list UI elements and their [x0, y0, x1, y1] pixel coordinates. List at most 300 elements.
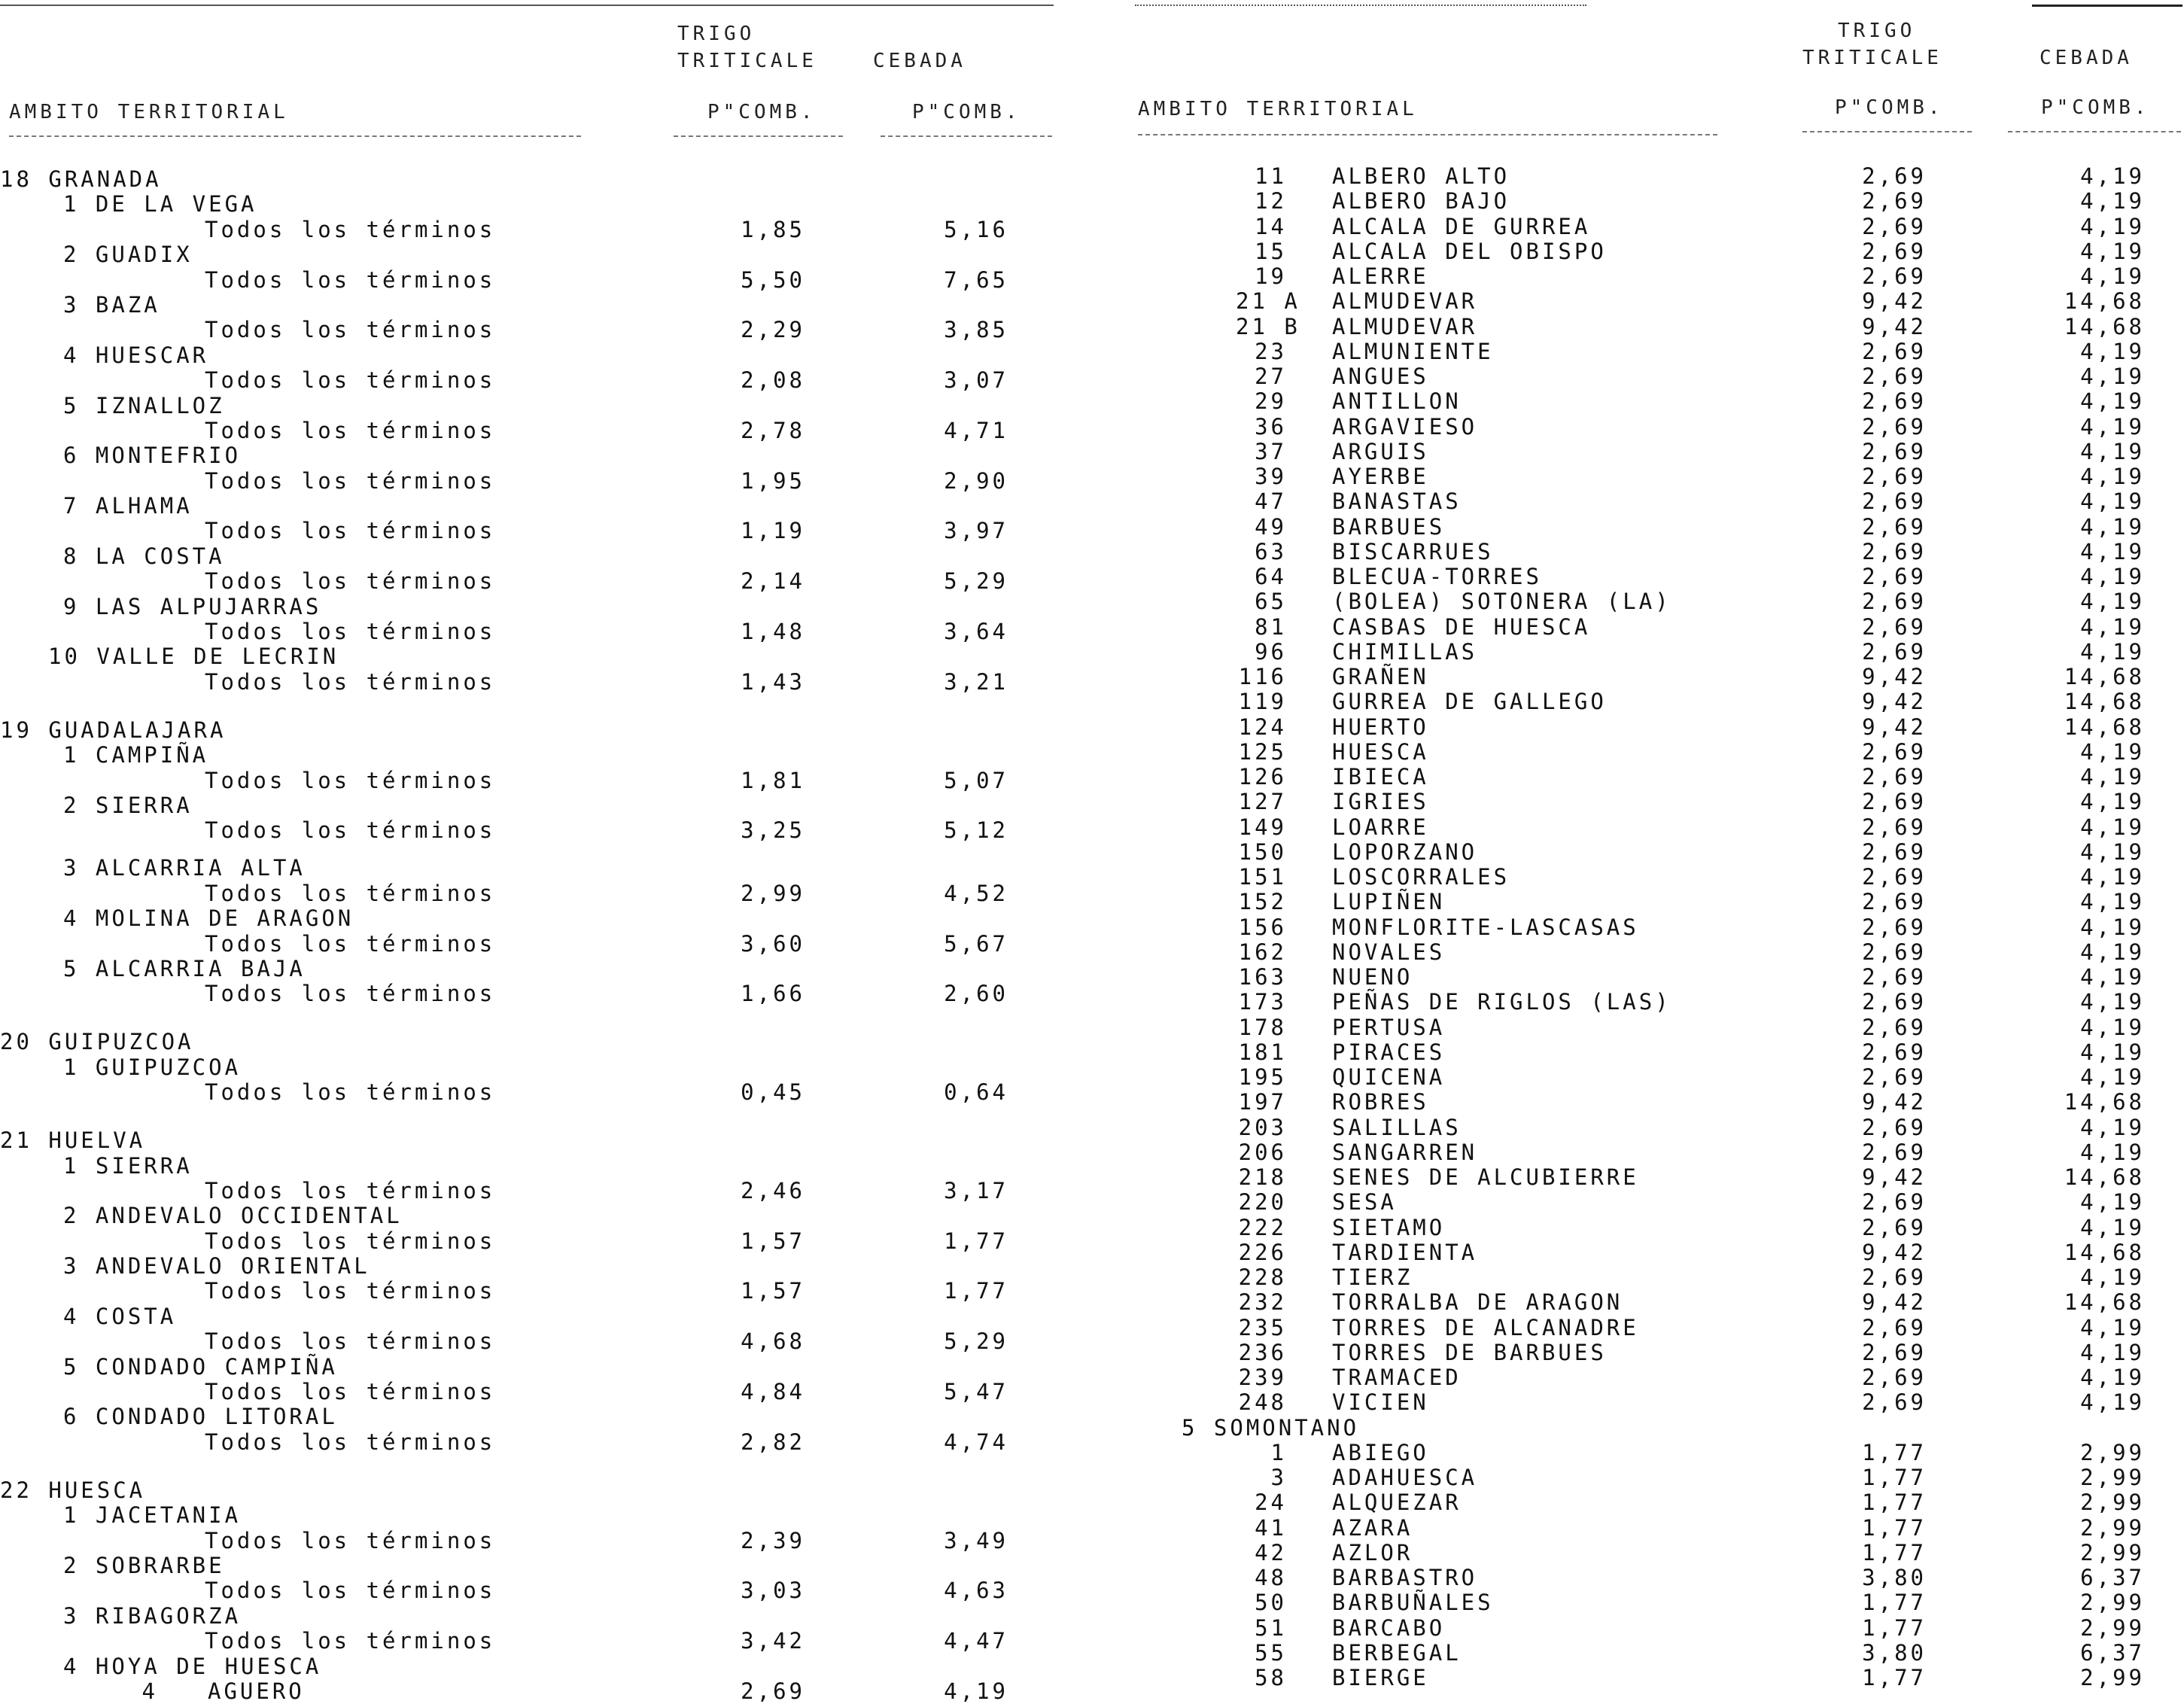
cebada-value: 3,64 — [944, 619, 1008, 645]
header-rule — [881, 135, 1052, 137]
municipio-name: ANGUES — [1332, 364, 1429, 389]
ambito-label: Todos los términos — [205, 1328, 496, 1355]
ambito-label: Todos los términos — [205, 216, 496, 242]
cebada-value: 2,99 — [2080, 1614, 2145, 1641]
municipio-code: 11 — [1255, 163, 1287, 189]
comarca-row — [0, 1553, 1069, 1578]
header-pcomb-cebada: P"COMB. — [912, 101, 1021, 123]
municipio-code: 55 — [1255, 1639, 1287, 1666]
ambito-label: Todos los términos — [205, 467, 496, 494]
municipio-row — [1121, 515, 2184, 540]
municipio-row — [1121, 1140, 2184, 1165]
municipio-code: 4 — [141, 1678, 158, 1704]
province-label: 18 GRANADA — [0, 166, 162, 192]
municipio-code: 151 — [1238, 864, 1287, 890]
cebada-value: 4,19 — [2080, 764, 2145, 790]
comarca-row — [0, 394, 1069, 418]
ambito-label: Todos los términos — [205, 568, 496, 595]
municipio-code: 63 — [1255, 538, 1287, 564]
data-row — [0, 932, 1069, 957]
trigo-value: 2,29 — [741, 317, 805, 343]
municipio-name: ALBERO BAJO — [1332, 188, 1510, 215]
cebada-value: 3,17 — [944, 1177, 1008, 1203]
trigo-value: 2,69 — [1862, 1214, 1927, 1240]
data-row — [0, 670, 1069, 718]
municipio-code: 197 — [1238, 1089, 1287, 1115]
comarca-row — [1121, 1416, 2184, 1441]
municipio-code: 163 — [1238, 964, 1287, 990]
comarca-label: 4 HOYA DE HUESCA — [63, 1653, 322, 1679]
municipio-row — [1121, 715, 2184, 740]
municipio-name: BARBUÑALES — [1332, 1590, 1494, 1616]
trigo-value: 2,69 — [1862, 613, 1927, 640]
municipio-row — [1121, 1365, 2184, 1390]
cebada-value: 14,68 — [2064, 313, 2145, 339]
municipio-code: 36 — [1255, 413, 1287, 440]
ambito-label: Todos los términos — [205, 767, 496, 793]
trigo-value: 1,77 — [1862, 1439, 1927, 1465]
trigo-value: 9,42 — [1862, 1089, 1927, 1115]
municipio-row — [1121, 1190, 2184, 1215]
cebada-value: 14,68 — [2064, 288, 2145, 315]
header-ambito: AMBITO TERRITORIAL — [9, 101, 289, 123]
ambito-label: Todos los términos — [205, 930, 496, 957]
municipio-name: IBIECA — [1332, 764, 1429, 790]
municipio-row — [1121, 1641, 2184, 1666]
trigo-value: 2,69 — [1862, 163, 1927, 189]
comarca-row — [0, 856, 1069, 881]
comarca-label: 8 LA COSTA — [63, 543, 225, 569]
trigo-value: 3,25 — [741, 817, 805, 844]
ambito-label: Todos los términos — [205, 1527, 496, 1553]
municipio-name: BERBEGAL — [1332, 1639, 1462, 1666]
municipio-name: ARGUIS — [1332, 438, 1429, 464]
municipio-name: IGRIES — [1332, 789, 1429, 815]
municipio-code: 1 — [1270, 1439, 1287, 1465]
cebada-value: 4,19 — [2080, 738, 2145, 765]
municipio-row — [1121, 215, 2184, 239]
ambito-label: Todos los términos — [205, 1177, 496, 1203]
municipio-code: 48 — [1255, 1565, 1287, 1590]
comarca-label: 3 ANDEVALO ORIENTAL — [63, 1253, 370, 1280]
municipio-name: HUERTO — [1332, 714, 1429, 740]
cebada-value: 4,19 — [2080, 538, 2145, 564]
municipio-row — [1121, 1240, 2184, 1265]
trigo-value: 2,82 — [741, 1429, 805, 1455]
header-trigo: TRIGO — [1838, 20, 1916, 42]
comarca-label: 5 CONDADO CAMPIÑA — [63, 1353, 338, 1380]
comarca-row — [0, 1154, 1069, 1179]
ambito-label: Todos los términos — [205, 317, 496, 343]
cebada-value: 2,99 — [2080, 1539, 2145, 1566]
comarca-label: 9 LAS ALPUJARRAS — [63, 593, 322, 619]
province-row — [0, 1478, 1069, 1503]
municipio-name: SALILLAS — [1332, 1114, 1462, 1140]
trigo-value: 2,69 — [1862, 564, 1927, 589]
municipio-name: AZARA — [1332, 1514, 1413, 1541]
province-row — [0, 1030, 1069, 1054]
cebada-value: 4,19 — [2080, 1264, 2145, 1290]
data-row — [0, 318, 1069, 342]
data-row — [0, 1229, 1069, 1254]
comarca-row — [0, 494, 1069, 519]
province-label: 22 HUESCA — [0, 1477, 146, 1503]
municipio-name: AYERBE — [1332, 464, 1429, 489]
data-row — [0, 469, 1069, 494]
municipio-name: TRAMACED — [1332, 1365, 1462, 1390]
municipio-row — [1121, 815, 2184, 840]
municipio-code: 248 — [1238, 1389, 1287, 1416]
municipio-code: 41 — [1255, 1514, 1287, 1541]
comarca-row — [0, 544, 1069, 569]
comarca-row — [0, 957, 1069, 981]
right-table-body — [1121, 164, 2184, 1690]
comarca-row — [0, 293, 1069, 318]
municipio-code: 124 — [1238, 714, 1287, 740]
trigo-value: 2,99 — [741, 880, 805, 906]
municipio-row — [1121, 1115, 2184, 1140]
municipio-row — [1121, 1040, 2184, 1065]
trigo-value: 5,50 — [741, 266, 805, 293]
municipio-name: ALMUDEVAR — [1332, 313, 1478, 339]
cebada-value: 4,19 — [2080, 914, 2145, 940]
province-row — [0, 167, 1069, 192]
cebada-value: 4,19 — [2080, 613, 2145, 640]
cebada-value: 4,19 — [2080, 263, 2145, 289]
municipio-code: 152 — [1238, 889, 1287, 915]
municipio-name: SENES DE ALCUBIERRE — [1332, 1164, 1639, 1190]
ambito-label: Todos los términos — [205, 417, 496, 443]
municipio-name: CASBAS DE HUESCA — [1332, 613, 1591, 640]
municipio-code: 50 — [1255, 1590, 1287, 1616]
municipio-name: ALBERO ALTO — [1332, 163, 1510, 189]
municipio-row — [1121, 1065, 2184, 1090]
cebada-value: 4,19 — [2080, 213, 2145, 239]
municipio-name: ALCALA DE GURREA — [1332, 213, 1591, 239]
cebada-value: 4,19 — [2080, 589, 2145, 615]
cebada-value: 4,19 — [2080, 989, 2145, 1015]
municipio-code: 173 — [1238, 989, 1287, 1015]
data-row — [0, 1430, 1069, 1478]
cebada-value: 2,99 — [2080, 1489, 2145, 1516]
cebada-value: 4,19 — [2080, 1314, 2145, 1340]
cebada-value: 2,90 — [944, 467, 1008, 494]
municipio-name: ALMUNIENTE — [1332, 338, 1494, 364]
trigo-value: 9,42 — [1862, 664, 1927, 689]
data-row — [0, 981, 1069, 1030]
municipio-code: 226 — [1238, 1239, 1287, 1265]
municipio-code: 195 — [1238, 1064, 1287, 1090]
municipio-code: 24 — [1255, 1489, 1287, 1516]
municipio-name: PEÑAS DE RIGLOS (LAS) — [1332, 989, 1671, 1015]
header-cebada: CEBADA — [873, 50, 966, 72]
municipio-name: BLECUA-TORRES — [1332, 564, 1542, 589]
header-ambito: AMBITO TERRITORIAL — [1138, 98, 1418, 120]
trigo-value: 1,95 — [741, 467, 805, 494]
cebada-value: 14,68 — [2064, 714, 2145, 740]
province-row — [0, 1128, 1069, 1153]
municipio-name: VICIEN — [1332, 1389, 1429, 1416]
province-label: 21 HUELVA — [0, 1127, 146, 1154]
province-row — [0, 718, 1069, 743]
cebada-value: 5,16 — [944, 216, 1008, 242]
ambito-label: Todos los términos — [205, 518, 496, 544]
municipio-code: 58 — [1255, 1665, 1287, 1690]
comarca-label: 3 ALCARRIA ALTA — [63, 855, 306, 881]
header-pcomb-trigo: P"COMB. — [707, 101, 817, 123]
trigo-value: 1,77 — [1862, 1614, 1927, 1641]
cebada-value: 5,29 — [944, 568, 1008, 595]
trigo-value: 2,69 — [1862, 364, 1927, 389]
municipio-name: MONFLORITE-LASCASAS — [1332, 914, 1639, 940]
municipio-name: BARBUES — [1332, 513, 1446, 540]
header-triticale: TRITICALE — [1802, 47, 1942, 69]
municipio-name: QUICENA — [1332, 1064, 1446, 1090]
header-cebada: CEBADA — [2040, 47, 2133, 69]
cebada-value: 5,12 — [944, 817, 1008, 844]
data-row — [0, 519, 1069, 543]
comarca-row — [0, 906, 1069, 931]
trigo-value: 2,69 — [1862, 738, 1927, 765]
trigo-value: 2,69 — [741, 1678, 805, 1704]
cebada-value: 6,37 — [2080, 1565, 2145, 1590]
cebada-value: 4,19 — [2080, 1014, 2145, 1040]
municipio-row — [1121, 1465, 2184, 1490]
data-row — [0, 1380, 1069, 1404]
cebada-value: 4,19 — [2080, 1139, 2145, 1165]
cebada-value: 4,19 — [2080, 163, 2145, 189]
comarca-label: 3 BAZA — [63, 291, 160, 318]
cebada-value: 6,37 — [2080, 1639, 2145, 1666]
cebada-value: 4,19 — [2080, 413, 2145, 440]
header-rule — [1802, 131, 1972, 132]
municipio-row — [1121, 364, 2184, 389]
trigo-value: 2,69 — [1862, 1339, 1927, 1365]
municipio-row — [1121, 489, 2184, 514]
ambito-label: Todos los términos — [205, 1578, 496, 1604]
comarca-row — [0, 644, 1069, 669]
municipio-name: ABIEGO — [1332, 1439, 1429, 1465]
cebada-value: 4,19 — [2080, 1365, 2145, 1390]
trigo-value: 2,69 — [1862, 914, 1927, 940]
cebada-value: 4,19 — [2080, 889, 2145, 915]
municipio-row — [1121, 1666, 2184, 1690]
municipio-code: 47 — [1255, 488, 1287, 515]
ambito-label: Todos los términos — [205, 1079, 496, 1106]
municipio-row — [1121, 1015, 2184, 1040]
comarca-row — [0, 1055, 1069, 1080]
cebada-value: 3,07 — [944, 367, 1008, 394]
trigo-value: 2,46 — [741, 1177, 805, 1203]
trigo-value: 1,77 — [1862, 1590, 1927, 1616]
comarca-label: 1 DE LA VEGA — [63, 191, 257, 218]
municipio-name: PIRACES — [1332, 1039, 1446, 1065]
municipio-code: 239 — [1238, 1365, 1287, 1390]
trigo-value: 2,69 — [1862, 589, 1927, 615]
comarca-row — [0, 1304, 1069, 1329]
trigo-value: 2,14 — [741, 568, 805, 595]
municipio-code: 235 — [1238, 1314, 1287, 1340]
header-triticale: TRITICALE — [677, 50, 817, 72]
municipio-name: LUPIÑEN — [1332, 889, 1446, 915]
municipio-row — [1121, 840, 2184, 865]
cebada-value: 1,77 — [944, 1228, 1008, 1254]
data-row — [0, 881, 1069, 906]
trigo-value: 2,69 — [1862, 513, 1927, 540]
ambito-label: Todos los términos — [205, 619, 496, 645]
municipio-name: TORRALBA DE ARAGON — [1332, 1289, 1623, 1316]
municipio-row — [1121, 315, 2184, 339]
province-label: 19 GUADALAJARA — [0, 717, 227, 743]
municipio-row — [1121, 415, 2184, 440]
trigo-value: 2,69 — [1862, 814, 1927, 840]
municipio-name: ALERRE — [1332, 263, 1429, 289]
municipio-code: 162 — [1238, 939, 1287, 965]
comarca-row — [0, 1355, 1069, 1380]
municipio-name: TARDIENTA — [1332, 1239, 1478, 1265]
municipio-name: TORRES DE ALCANADRE — [1332, 1314, 1639, 1340]
trigo-value: 1,77 — [1862, 1514, 1927, 1541]
municipio-row — [1121, 1165, 2184, 1190]
comarca-label: 1 GUIPUZCOA — [63, 1054, 242, 1080]
trigo-value: 2,69 — [1862, 789, 1927, 815]
cebada-value: 4,19 — [2080, 1039, 2145, 1065]
trigo-value: 1,77 — [1862, 1489, 1927, 1516]
comarca-row — [0, 1254, 1069, 1279]
municipio-code: 27 — [1255, 364, 1287, 389]
trigo-value: 2,69 — [1862, 889, 1927, 915]
left-table-body — [0, 167, 1069, 1704]
trigo-value: 1,57 — [741, 1228, 805, 1254]
comarca-label: 2 SOBRARBE — [63, 1552, 225, 1578]
trigo-value: 1,85 — [741, 216, 805, 242]
trigo-value: 2,69 — [1862, 188, 1927, 215]
trigo-value: 2,69 — [1862, 238, 1927, 264]
comarca-label: 2 SIERRA — [63, 792, 193, 818]
comarca-label: 3 RIBAGORZA — [63, 1602, 242, 1629]
header-rule — [9, 135, 581, 137]
left-column — [0, 0, 1069, 1704]
comarca-label: 6 CONDADO LITORAL — [63, 1404, 338, 1430]
municipio-name: ALCALA DEL OBISPO — [1332, 238, 1607, 264]
municipio-row — [1121, 1340, 2184, 1365]
municipio-code: 19 — [1255, 263, 1287, 289]
data-row — [0, 1629, 1069, 1654]
municipio-code: 218 — [1238, 1164, 1287, 1190]
comarca-row — [0, 242, 1069, 267]
municipio-name: LOPORZANO — [1332, 838, 1478, 865]
municipio-name: BISCARRUES — [1332, 538, 1494, 564]
trigo-value: 1,48 — [741, 619, 805, 645]
municipio-row — [1121, 1390, 2184, 1415]
header-pcomb-cebada: P"COMB. — [2041, 96, 2150, 119]
municipio-row — [1121, 740, 2184, 765]
municipio-name: ANTILLON — [1332, 388, 1462, 415]
ambito-label: Todos los términos — [205, 668, 496, 695]
trigo-value: 2,69 — [1862, 413, 1927, 440]
comarca-row — [0, 1404, 1069, 1429]
data-row — [0, 268, 1069, 293]
trigo-value: 2,69 — [1862, 464, 1927, 489]
trigo-value: 3,60 — [741, 930, 805, 957]
cebada-value: 14,68 — [2064, 689, 2145, 715]
municipio-name: ADAHUESCA — [1332, 1465, 1478, 1490]
cebada-value: 4,19 — [2080, 188, 2145, 215]
cebada-value: 14,68 — [2064, 1164, 2145, 1190]
cebada-value: 3,21 — [944, 668, 1008, 695]
trigo-value: 3,80 — [1862, 1639, 1927, 1666]
trigo-value: 2,69 — [1862, 864, 1927, 890]
municipio-row — [1121, 589, 2184, 614]
municipio-name: GURREA DE GALLEGO — [1332, 689, 1607, 715]
cebada-value: 3,85 — [944, 317, 1008, 343]
municipio-name: CHIMILLAS — [1332, 638, 1478, 665]
cebada-value: 2,99 — [2080, 1665, 2145, 1690]
trigo-value: 2,69 — [1862, 1064, 1927, 1090]
comarca-row — [0, 595, 1069, 619]
municipio-row — [1121, 264, 2184, 289]
data-row — [0, 818, 1069, 856]
ambito-label: Todos los términos — [205, 367, 496, 394]
top-rule — [0, 5, 1054, 6]
comarca-label: 5 SOMONTANO — [1182, 1414, 1360, 1441]
cebada-value: 4,52 — [944, 880, 1008, 906]
cebada-value: 5,47 — [944, 1379, 1008, 1405]
cebada-value: 1,77 — [944, 1278, 1008, 1304]
trigo-value: 1,81 — [741, 767, 805, 793]
header-rule — [2008, 131, 2181, 132]
comarca-row — [0, 343, 1069, 368]
trigo-value: 9,42 — [1862, 1239, 1927, 1265]
municipio-name: BANASTAS — [1332, 488, 1462, 515]
data-row — [0, 619, 1069, 644]
trigo-value: 2,69 — [1862, 1014, 1927, 1040]
municipio-row — [1121, 965, 2184, 990]
comarca-label: 7 ALHAMA — [63, 493, 193, 519]
municipio-name: BARBASTRO — [1332, 1565, 1478, 1590]
municipio-code: 206 — [1238, 1139, 1287, 1165]
municipio-row — [1121, 1090, 2184, 1115]
trigo-value: 9,42 — [1862, 288, 1927, 315]
comarca-label: 4 HUESCAR — [63, 342, 209, 368]
data-row — [0, 1080, 1069, 1128]
municipio-code: 14 — [1255, 213, 1287, 239]
municipio-code: 178 — [1238, 1014, 1287, 1040]
cebada-value: 4,19 — [2080, 638, 2145, 665]
data-row — [0, 569, 1069, 594]
municipio-code: 149 — [1238, 814, 1287, 840]
ambito-label: Todos los términos — [205, 1429, 496, 1455]
municipio-row — [1121, 865, 2184, 890]
comarca-label: 1 CAMPIÑA — [63, 742, 209, 768]
cebada-value: 0,64 — [944, 1079, 1008, 1106]
municipio-code: 29 — [1255, 388, 1287, 415]
trigo-value: 9,42 — [1862, 1289, 1927, 1316]
municipio-name: ALMUDEVAR — [1332, 288, 1478, 315]
cebada-value: 4,19 — [2080, 864, 2145, 890]
municipio-row — [1121, 1265, 2184, 1290]
trigo-value: 2,69 — [1862, 1314, 1927, 1340]
municipio-row — [1121, 1490, 2184, 1515]
trigo-value: 1,19 — [741, 518, 805, 544]
municipio-code: 39 — [1255, 464, 1287, 489]
header-trigo: TRIGO — [677, 23, 756, 45]
municipio-code: 127 — [1238, 789, 1287, 815]
data-row — [0, 1578, 1069, 1603]
municipio-code: 3 — [1270, 1465, 1287, 1490]
municipio-name: NUENO — [1332, 964, 1413, 990]
trigo-value: 3,80 — [1862, 1565, 1927, 1590]
